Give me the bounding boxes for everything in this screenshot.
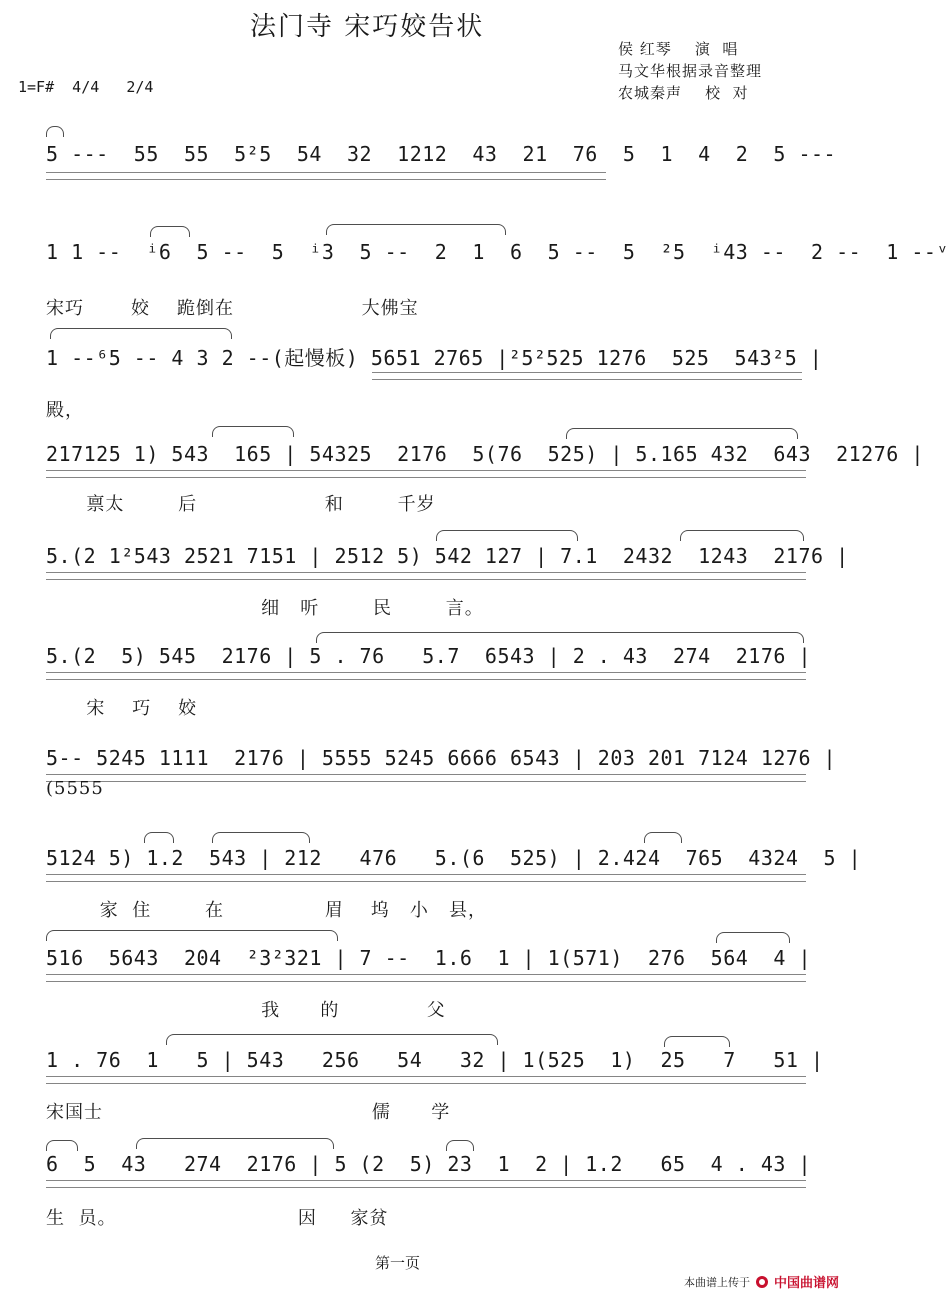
slur-2a (326, 224, 506, 235)
slur-3a (50, 328, 232, 339)
slur-8a (144, 832, 174, 843)
site-name[interactable]: 中国曲谱网 (773, 1276, 839, 1291)
lyrics-line-6: 宋 巧 姣 (46, 698, 198, 719)
notation-line-2: 1 1 -- ⁱ6 5 -- 5 ⁱ3 5 -- 2 1 6 5 -- 5 ²5 ⁱ43 -- 2 -- 1 --ᵛ (46, 240, 949, 264)
credit-transcriber: 马文华根据录音整理 (618, 62, 763, 80)
lyrics-line-3: 殿， (46, 400, 84, 421)
lyrics-line-9: 我 的 父 (46, 1000, 446, 1021)
lyrics-line-4: 禀太 后 和 千岁 (46, 494, 436, 515)
notation-line-4: 217125 1) 543 165 | 54325 2176 5(76 525) | 5.165 432 643 21276 | (46, 442, 924, 466)
credit-performer: 侯 红琴 演 唱 (618, 40, 739, 58)
notation-line-9: 516 5643 204 ²3²321 | 7 -- 1.6 1 | 1(571) 276 564 4 | (46, 946, 812, 970)
page-title: 法门寺 宋巧姣告状 (250, 12, 485, 42)
notation-line-6: 5.(2 5) 545 2176 | 5 . 76 5.7 6543 | 2 . 43 274 2176 | (46, 644, 812, 668)
credit-proofreader: 农城秦声 校 对 (618, 84, 749, 102)
beam-lines-5 (46, 572, 806, 580)
beam-lines-11 (46, 1180, 806, 1188)
beam-lines-3 (372, 372, 802, 380)
page-number: 第一页 (375, 1254, 421, 1272)
slur-4a (212, 426, 294, 437)
site-footer (684, 1272, 839, 1291)
slur-10a (166, 1034, 498, 1045)
lyrics-line-7: (5555 (46, 778, 104, 799)
fermata-mark (46, 126, 64, 137)
notation-line-7: 5-- 5245 1111 2176 | 5555 5245 6666 6543 | 203 201 7124 1276 | (46, 746, 837, 770)
slur-10b (664, 1036, 730, 1047)
slur-11b (136, 1138, 334, 1149)
slur-6a (316, 632, 804, 643)
qupu-logo-icon (756, 1276, 768, 1288)
lyrics-line-8: 家 住 在 眉 坞 小 县， (46, 900, 488, 921)
notation-line-3: 1 --⁶5 -- 4 3 2 --(起慢板) 5651 2765 |²5²525 1276 525 543²5 | (46, 346, 823, 370)
lyrics-line-5: 细 听 民 言。 (46, 598, 484, 619)
beam-lines-10 (46, 1076, 806, 1084)
notation-line-1: 5 --- 55 55 5²5 54 32 1212 43 21 76 5 1 4 2 5 --- (46, 142, 837, 166)
lyrics-line-2: 宋巧 姣 跪倒在 大佛宝 (46, 298, 419, 319)
notation-line-5: 5.(2 1²543 2521 7151 | 2512 5) 542 127 | 7.1 2432 1243 2176 | (46, 544, 849, 568)
lyrics-line-10: 宋国士 儒 学 (46, 1102, 451, 1123)
lyrics-line-11: 生 员。 因 家贫 (46, 1208, 389, 1229)
slur-11a (46, 1140, 78, 1151)
slur-2b (150, 226, 190, 237)
slur-4b (566, 428, 798, 439)
credits-block (618, 38, 838, 104)
upload-text: 本曲谱上传于 (683, 1275, 750, 1289)
slur-8b (212, 832, 310, 843)
beam-lines-4 (46, 470, 806, 478)
slur-8c (644, 832, 682, 843)
slur-5a (436, 530, 578, 541)
slur-9a (46, 930, 338, 941)
notation-line-10: 1 . 76 1 5 | 543 256 54 32 | 1(525 1) 25 7 51 | (46, 1048, 824, 1072)
beam-lines-1 (46, 172, 606, 180)
notation-line-8: 5124 5) 1.2 543 | 212 476 5.(6 525) | 2.424 765 4324 5 | (46, 846, 862, 870)
slur-11c (446, 1140, 474, 1151)
key-signature: 1=F# 4/4 2/4 (18, 78, 154, 96)
beam-lines-9 (46, 974, 806, 982)
beam-lines-8 (46, 874, 806, 882)
slur-9b (716, 932, 790, 943)
beam-lines-6 (46, 672, 806, 680)
notation-line-11: 6 5 43 274 2176 | 5 (2 5) 23 1 2 | 1.2 65 4 . 43 | (46, 1152, 812, 1176)
slur-5b (680, 530, 804, 541)
